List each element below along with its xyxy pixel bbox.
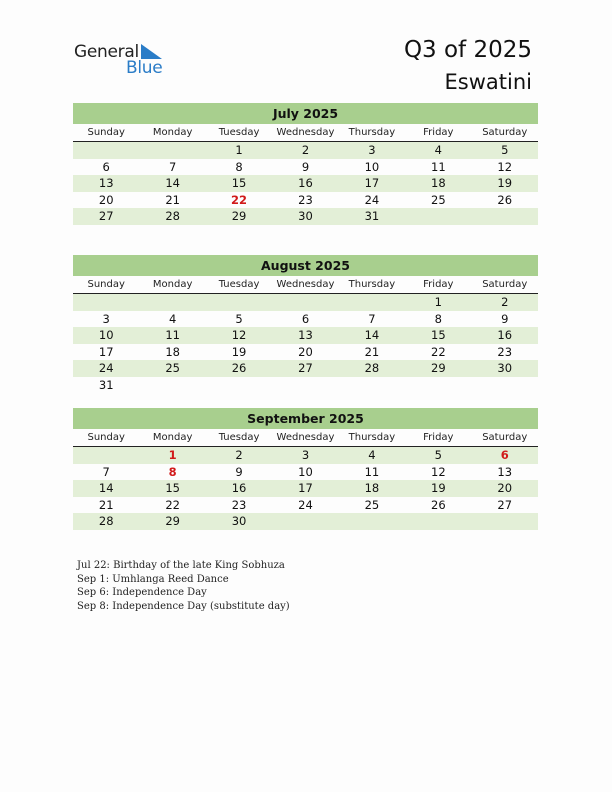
empty-day-cell bbox=[472, 377, 538, 394]
empty-day-cell bbox=[139, 377, 205, 394]
week-row bbox=[73, 447, 538, 464]
day-cell: 8 bbox=[168, 464, 177, 479]
day-cell: 11 bbox=[431, 159, 446, 174]
day-cell: 2 bbox=[501, 295, 509, 309]
empty-day-cell bbox=[139, 142, 205, 159]
page-title: Q3 of 2025 bbox=[403, 37, 532, 63]
day-cell: 26 bbox=[497, 192, 513, 207]
week-row bbox=[73, 344, 538, 361]
month-title: July 2025 bbox=[73, 103, 538, 124]
day-cell: 17 bbox=[364, 176, 380, 190]
week-row bbox=[73, 311, 538, 328]
empty-day-cell bbox=[405, 513, 471, 530]
day-cell: 18 bbox=[165, 344, 180, 359]
weekday-label: Tuesday bbox=[218, 127, 260, 138]
day-cell: 4 bbox=[168, 311, 177, 326]
day-cell: 23 bbox=[298, 192, 313, 207]
weekday-label: Sunday bbox=[87, 279, 125, 290]
week-row bbox=[73, 480, 538, 497]
weekday-label: Saturday bbox=[482, 279, 528, 290]
empty-day-cell bbox=[472, 208, 538, 225]
holiday-note: Sep 1: Umhlanga Reed Dance bbox=[77, 573, 229, 585]
day-cell: 26 bbox=[431, 497, 446, 512]
weekday-label: Thursday bbox=[348, 279, 396, 290]
day-cell: 20 bbox=[98, 192, 114, 207]
day-cell: 6 bbox=[102, 159, 110, 174]
day-cell: 28 bbox=[98, 514, 114, 528]
weekday-label: Saturday bbox=[482, 127, 528, 138]
day-cell: 21 bbox=[98, 497, 114, 512]
weekday-label: Monday bbox=[152, 432, 193, 443]
day-cell: 10 bbox=[98, 328, 114, 342]
holiday-notes bbox=[77, 559, 290, 613]
day-cell: 25 bbox=[431, 192, 446, 207]
day-cell: 28 bbox=[165, 209, 180, 223]
day-cell: 24 bbox=[98, 361, 114, 375]
day-cell: 11 bbox=[364, 464, 380, 479]
day-cell: 27 bbox=[98, 209, 114, 223]
weekday-label: Monday bbox=[152, 279, 193, 290]
week-row bbox=[73, 142, 538, 159]
day-cell: 9 bbox=[501, 311, 509, 326]
day-cell: 3 bbox=[102, 311, 110, 326]
day-cell: 7 bbox=[368, 311, 376, 326]
weekday-label: Friday bbox=[423, 432, 454, 443]
weekday-header-row bbox=[73, 429, 538, 447]
empty-day-cell bbox=[405, 208, 471, 225]
week-row bbox=[73, 208, 538, 225]
day-cell: 30 bbox=[298, 209, 313, 223]
day-cell: 31 bbox=[364, 209, 380, 223]
weekday-label: Wednesday bbox=[276, 279, 335, 290]
day-cell: 2 bbox=[301, 143, 310, 157]
weekday-label: Friday bbox=[423, 127, 454, 138]
day-cell: 8 bbox=[235, 159, 243, 174]
day-cell: 14 bbox=[98, 481, 114, 495]
empty-day-cell bbox=[339, 294, 405, 311]
day-cell: 7 bbox=[168, 159, 177, 174]
day-cell: 22 bbox=[231, 192, 248, 207]
day-cell: 1 bbox=[168, 448, 177, 462]
month-title: September 2025 bbox=[73, 408, 538, 429]
day-cell: 23 bbox=[231, 497, 247, 512]
day-cell: 6 bbox=[500, 448, 509, 462]
day-cell: 24 bbox=[364, 192, 380, 207]
day-cell: 1 bbox=[434, 295, 442, 309]
day-cell: 10 bbox=[364, 159, 380, 174]
day-cell: 3 bbox=[368, 143, 376, 157]
empty-day-cell bbox=[73, 294, 139, 311]
day-cell: 15 bbox=[231, 176, 247, 190]
empty-day-cell bbox=[73, 447, 139, 464]
day-cell: 17 bbox=[298, 481, 313, 495]
day-cell: 19 bbox=[231, 344, 247, 359]
day-cell: 15 bbox=[431, 328, 446, 342]
day-cell: 30 bbox=[231, 514, 247, 528]
day-cell: 14 bbox=[165, 176, 180, 190]
month-title: August 2025 bbox=[73, 255, 538, 276]
week-row bbox=[73, 159, 538, 176]
empty-day-cell bbox=[272, 377, 338, 394]
weekday-label: Tuesday bbox=[218, 279, 260, 290]
day-cell: 5 bbox=[501, 143, 509, 157]
day-cell: 29 bbox=[231, 209, 247, 223]
day-cell: 12 bbox=[497, 159, 513, 174]
day-cell: 26 bbox=[231, 361, 247, 375]
weekday-label: Saturday bbox=[482, 432, 528, 443]
month-july bbox=[73, 103, 538, 225]
day-cell: 18 bbox=[431, 176, 446, 190]
day-cell: 3 bbox=[301, 448, 310, 462]
day-cell: 19 bbox=[431, 481, 446, 495]
weekday-label: Friday bbox=[423, 279, 454, 290]
day-cell: 20 bbox=[497, 481, 513, 495]
weekday-label: Thursday bbox=[348, 127, 396, 138]
empty-day-cell bbox=[272, 513, 338, 530]
day-cell: 6 bbox=[301, 311, 310, 326]
day-cell: 18 bbox=[364, 481, 380, 495]
day-cell: 9 bbox=[235, 464, 243, 479]
week-row bbox=[73, 464, 538, 481]
day-cell: 2 bbox=[235, 448, 243, 462]
week-row bbox=[73, 360, 538, 377]
day-cell: 15 bbox=[165, 481, 180, 495]
weekday-label: Sunday bbox=[87, 127, 125, 138]
weekday-label: Sunday bbox=[87, 432, 125, 443]
weekday-label: Wednesday bbox=[276, 432, 335, 443]
holiday-note: Jul 22: Birthday of the late King Sobhuza bbox=[77, 560, 285, 571]
weekday-header-row bbox=[73, 276, 538, 294]
day-cell: 10 bbox=[298, 464, 313, 479]
empty-day-cell bbox=[272, 294, 338, 311]
logo-word-general: General bbox=[74, 42, 139, 62]
weekday-label: Thursday bbox=[348, 432, 396, 443]
weekday-label: Wednesday bbox=[276, 127, 335, 138]
day-cell: 16 bbox=[497, 328, 513, 342]
empty-day-cell bbox=[206, 377, 272, 394]
day-cell: 13 bbox=[497, 464, 513, 479]
day-cell: 28 bbox=[364, 361, 380, 375]
day-cell: 8 bbox=[434, 311, 442, 326]
logo bbox=[74, 42, 174, 78]
weekday-label: Monday bbox=[152, 127, 193, 138]
day-cell: 1 bbox=[235, 143, 243, 157]
day-cell: 25 bbox=[364, 497, 380, 512]
day-cell: 21 bbox=[364, 344, 380, 359]
day-cell: 29 bbox=[431, 361, 446, 375]
empty-day-cell bbox=[73, 142, 139, 159]
day-cell: 16 bbox=[231, 481, 247, 495]
day-cell: 14 bbox=[364, 328, 380, 342]
day-cell: 5 bbox=[235, 311, 243, 326]
empty-day-cell bbox=[206, 294, 272, 311]
day-cell: 4 bbox=[434, 143, 442, 157]
page-subtitle: Eswatini bbox=[444, 70, 532, 94]
empty-day-cell bbox=[339, 377, 405, 394]
day-cell: 5 bbox=[434, 448, 442, 462]
day-cell: 16 bbox=[298, 176, 313, 190]
weekday-header-row bbox=[73, 124, 538, 142]
day-cell: 7 bbox=[102, 464, 110, 479]
month-august bbox=[73, 255, 538, 393]
day-cell: 11 bbox=[165, 328, 180, 342]
day-cell: 17 bbox=[98, 344, 114, 359]
day-cell: 19 bbox=[497, 176, 513, 190]
empty-day-cell bbox=[139, 294, 205, 311]
day-cell: 30 bbox=[497, 361, 513, 375]
empty-day-cell bbox=[472, 513, 538, 530]
month-september bbox=[73, 408, 538, 530]
holiday-note: Sep 8: Independence Day (substitute day) bbox=[77, 600, 290, 612]
week-row bbox=[73, 327, 538, 344]
day-cell: 20 bbox=[298, 344, 313, 359]
day-cell: 4 bbox=[368, 448, 376, 462]
week-row bbox=[73, 497, 538, 514]
logo-word-blue: Blue bbox=[126, 58, 163, 78]
week-row bbox=[73, 294, 538, 311]
day-cell: 31 bbox=[98, 377, 114, 392]
week-row bbox=[73, 175, 538, 192]
day-cell: 21 bbox=[165, 192, 180, 207]
day-cell: 23 bbox=[497, 344, 513, 359]
week-row bbox=[73, 513, 538, 530]
day-cell: 27 bbox=[298, 361, 313, 375]
weekday-label: Tuesday bbox=[218, 432, 260, 443]
day-cell: 12 bbox=[431, 464, 446, 479]
day-cell: 13 bbox=[98, 176, 114, 190]
day-cell: 9 bbox=[301, 159, 310, 174]
week-row bbox=[73, 377, 538, 394]
day-cell: 25 bbox=[165, 361, 180, 375]
empty-day-cell bbox=[405, 377, 471, 394]
day-cell: 24 bbox=[298, 497, 313, 512]
day-cell: 29 bbox=[165, 514, 180, 528]
day-cell: 22 bbox=[165, 497, 180, 512]
day-cell: 12 bbox=[231, 328, 247, 342]
day-cell: 13 bbox=[298, 328, 313, 342]
holiday-note: Sep 6: Independence Day bbox=[77, 587, 207, 598]
day-cell: 27 bbox=[497, 497, 513, 512]
week-row bbox=[73, 192, 538, 209]
day-cell: 22 bbox=[431, 344, 446, 359]
empty-day-cell bbox=[339, 513, 405, 530]
